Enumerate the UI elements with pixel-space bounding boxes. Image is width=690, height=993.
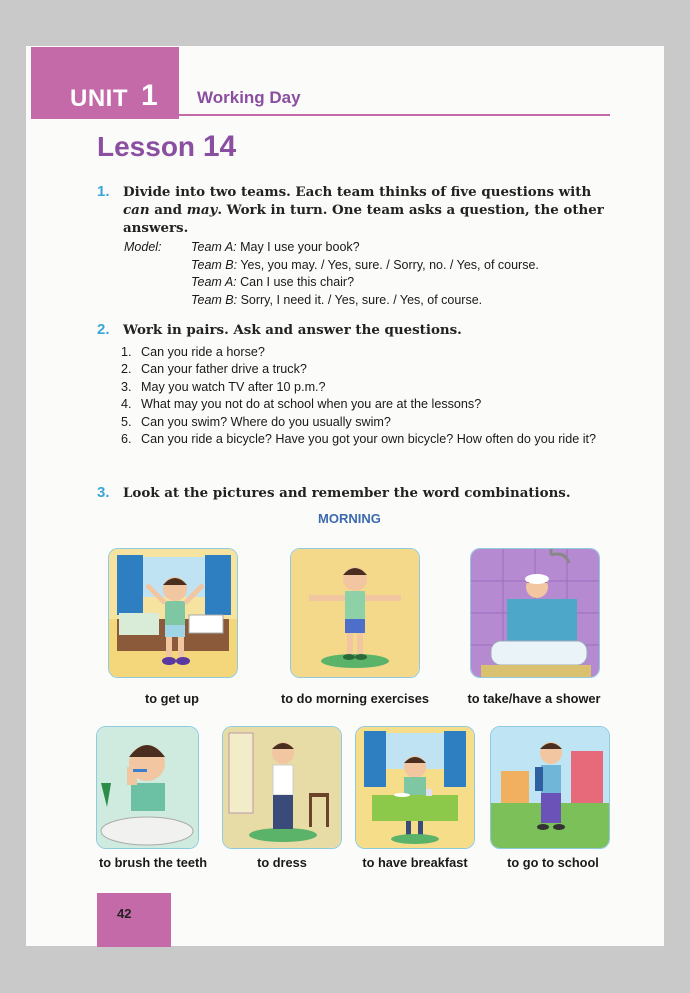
word-may: may	[186, 202, 218, 218]
unit-title: Working Day	[197, 88, 301, 107]
caption-shower: to take/have a shower	[467, 691, 601, 706]
get-up-illustration	[109, 549, 237, 677]
morning-heading: MORNING	[318, 511, 381, 526]
caption-get-up: to get up	[144, 691, 200, 706]
unit-label: UNIT	[70, 85, 128, 112]
header-divider	[179, 114, 610, 116]
unit-number: 1	[141, 79, 158, 112]
exercise-1-instruction	[123, 183, 615, 237]
model-line: Team B: Sorry, I need it. / Yes, sure. / Yes, of course.	[191, 292, 483, 307]
lesson-label: Lesson	[97, 131, 196, 162]
caption-morning-exercises: to do morning exercises	[281, 691, 429, 706]
lesson-title	[97, 130, 236, 164]
caption-breakfast: to have breakfast	[362, 855, 468, 870]
picture-breakfast	[355, 726, 475, 849]
brush-teeth-illustration	[97, 727, 198, 848]
word-can: can	[123, 202, 150, 218]
breakfast-illustration	[356, 727, 474, 848]
exercise-3-instruction: Look at the pictures and remember the word combinations.	[123, 485, 571, 501]
list-item: 5. Can you swim? Where do you usually swim?	[121, 414, 391, 429]
word-and: and	[149, 202, 187, 218]
exercise-1-number: 1.	[97, 183, 110, 200]
picture-brush-teeth	[96, 726, 199, 849]
caption-go-to-school: to go to school	[507, 855, 599, 870]
school-illustration	[491, 727, 609, 848]
model-line: Team A: May I use your book?	[191, 240, 360, 254]
model-dialogue	[191, 239, 621, 309]
exercise-1-line-2	[123, 201, 615, 219]
picture-morning-exercises	[290, 548, 420, 678]
caption-brush-teeth: to brush the teeth	[98, 855, 208, 870]
shower-illustration	[471, 549, 599, 677]
exercise-2-number: 2.	[97, 321, 110, 338]
list-item: 2. Can your father drive a truck?	[121, 362, 307, 377]
unit-badge	[31, 47, 179, 119]
lesson-number: 14	[202, 130, 237, 163]
picture-go-to-school	[490, 726, 610, 849]
picture-dress	[222, 726, 342, 849]
list-item: 3. May you watch TV after 10 p.m.?	[121, 379, 326, 394]
question-list	[121, 344, 616, 448]
page-number-tab	[97, 893, 171, 947]
model-line: Team B: Yes, you may. / Yes, sure. / Sorry, no. / Yes, of course.	[191, 257, 539, 272]
caption-dress: to dress	[257, 855, 307, 870]
exercise-1-line-3: answers.	[123, 220, 189, 236]
exercise-3-number: 3.	[97, 484, 110, 501]
model-line: Team A: Can I use this chair?	[191, 275, 355, 289]
picture-shower	[470, 548, 600, 678]
list-item: 6. Can you ride a bicycle? Have you got your own bicycle? How often do you ride it?	[121, 432, 597, 447]
page-number: 42	[117, 906, 132, 921]
exercise-1-line-1: Divide into two teams. Each team thinks of five questions with	[123, 184, 592, 200]
model-label: Model:	[124, 240, 162, 254]
exercise-1-line-2-rest: . Work in turn. One team asks a question, the other	[217, 202, 604, 218]
exercises-illustration	[291, 549, 419, 677]
exercise-2-instruction: Work in pairs. Ask and answer the questions.	[123, 322, 462, 338]
picture-get-up	[108, 548, 238, 678]
list-item: 1. Can you ride a horse?	[121, 345, 265, 359]
dress-illustration	[223, 727, 341, 848]
list-item: 4. What may you not do at school when you are at the lessons?	[121, 397, 482, 412]
